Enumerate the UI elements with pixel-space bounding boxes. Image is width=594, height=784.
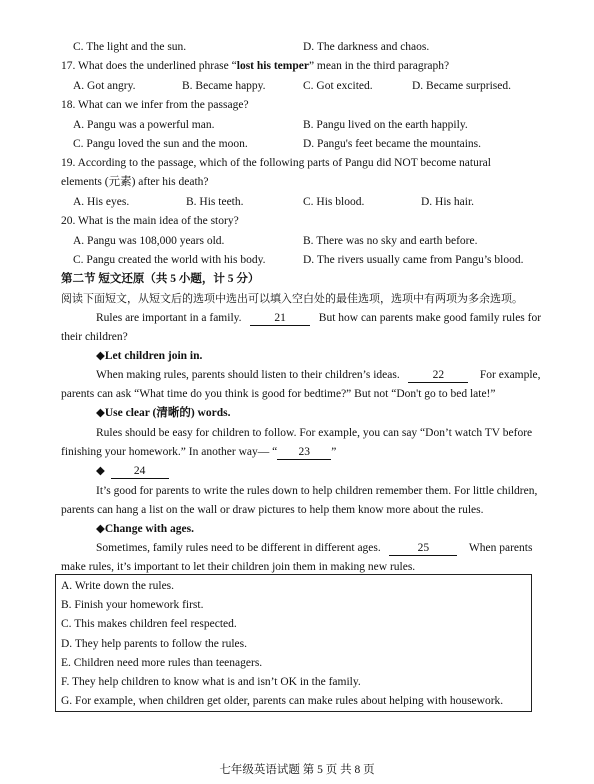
- q19-option-c: C. His blood.: [303, 196, 365, 208]
- passage-p5b: When parents: [468, 542, 533, 554]
- section-heading: 第二节 短文还原（共 5 小题，计 5 分）: [61, 273, 260, 285]
- passage-p5a: Sometimes, family rules need to be different in different ages.: [96, 542, 381, 554]
- passage-p3-line1: Rules should be easy for children to follow. For example, you can say “Don’t watch TV before: [96, 427, 533, 439]
- q19-stem-line1: 19. According to the passage, which of the following parts of Pangu did NOT become natural: [61, 157, 491, 169]
- q17-stem: [61, 59, 449, 73]
- q20-option-c: C. Pangu created the world with his body.: [73, 254, 266, 266]
- passage-p5-line1: [96, 541, 532, 556]
- passage-p3b: finishing your homework.” In another way— “: [61, 446, 278, 458]
- q16-option-d: D. The darkness and chaos.: [303, 41, 430, 53]
- passage-p3-line2: [61, 445, 336, 460]
- option-d: D. They help parents to follow the rules.: [61, 638, 247, 650]
- q18-option-a: A. Pangu was a powerful man.: [73, 119, 215, 131]
- section-instructions: 阅读下面短文，从短文后的选项中选出可以填入空白处的最佳选项，选项中有两项为多余选项。: [61, 293, 523, 305]
- subheading-blank-24: [96, 464, 169, 479]
- blank-22[interactable]: 22: [408, 369, 468, 383]
- passage-p1-line2: their children?: [61, 331, 128, 343]
- option-f: F. They help children to know what is and isn’t OK in the family.: [61, 676, 361, 688]
- page-footer: 七年级英语试题 第 5 页 共 8 页: [219, 764, 375, 776]
- q20-stem: 20. What is the main idea of the story?: [61, 215, 239, 227]
- option-g: G. For example, when children get older, parents can make rules about helping with housework.: [61, 695, 504, 707]
- blank-25[interactable]: 25: [389, 542, 457, 556]
- passage-p2b: For example,: [479, 369, 541, 381]
- q19-stem-line2: elements (元素) after his death?: [61, 176, 209, 188]
- q20-option-d: D. The rivers usually came from Pangu’s blood.: [303, 254, 524, 266]
- passage-p1a: Rules are important in a family.: [96, 312, 242, 324]
- q20-option-b: B. There was no sky and earth before.: [303, 235, 478, 247]
- q20-option-a: A. Pangu was 108,000 years old.: [73, 235, 225, 247]
- passage-p2-line2: parents can ask “What time do you think is good for bedtime?” But not “Don't go to bed late!”: [61, 388, 496, 400]
- subheading-use-clear-words: ◆Use clear (清晰的) words.: [96, 407, 231, 419]
- diamond-bullet-icon: ◆: [96, 465, 105, 477]
- passage-p1b: But how can parents make good family rules for: [318, 312, 542, 324]
- q18-option-d: D. Pangu's feet became the mountains.: [303, 138, 482, 150]
- passage-p4-line2: parents can hang a list on the wall or draw pictures to help them know more about the rules.: [61, 504, 484, 516]
- q17-option-c: C. Got excited.: [303, 80, 373, 92]
- q19-option-d: D. His hair.: [421, 196, 475, 208]
- passage-p4-line1: It’s good for parents to write the rules down to help children remember them. For little children,: [96, 485, 538, 497]
- q18-option-c: C. Pangu loved the sun and the moon.: [73, 138, 248, 150]
- blank-23[interactable]: 23: [277, 446, 331, 460]
- option-c: C. This makes children feel respected.: [61, 618, 237, 630]
- passage-p3c: ”: [331, 446, 337, 458]
- blank-21[interactable]: 21: [250, 312, 310, 326]
- option-e: E. Children need more rules than teenagers.: [61, 657, 263, 669]
- subheading-let-children-join: ◆Let children join in.: [96, 350, 203, 362]
- passage-p2a: When making rules, parents should listen to their children’s ideas.: [96, 369, 400, 381]
- option-b: B. Finish your homework first.: [61, 599, 204, 611]
- blank-24[interactable]: 24: [111, 465, 169, 479]
- q17-option-d: D. Became surprised.: [412, 80, 511, 92]
- q19-option-b: B. His teeth.: [186, 196, 244, 208]
- passage-p5-line2: make rules, it’s important to let their children join them in making new rules.: [61, 561, 416, 573]
- q17-phrase: lost his temper: [236, 60, 309, 72]
- q16-option-c: C. The light and the sun.: [73, 41, 187, 53]
- q17-stem-pre: 17. What does the underlined phrase “: [61, 60, 237, 72]
- q17-stem-post: ” mean in the third paragraph?: [308, 60, 450, 72]
- option-a: A. Write down the rules.: [61, 580, 175, 592]
- passage-p2-line1: [96, 368, 541, 383]
- q17-option-a: A. Got angry.: [73, 80, 136, 92]
- q18-stem: 18. What can we infer from the passage?: [61, 99, 249, 111]
- q18-option-b: B. Pangu lived on the earth happily.: [303, 119, 468, 131]
- q17-option-b: B. Became happy.: [182, 80, 266, 92]
- q19-option-a: A. His eyes.: [73, 196, 130, 208]
- passage-p1-line1: [96, 311, 541, 326]
- subheading-change-with-ages: ◆Change with ages.: [96, 523, 194, 535]
